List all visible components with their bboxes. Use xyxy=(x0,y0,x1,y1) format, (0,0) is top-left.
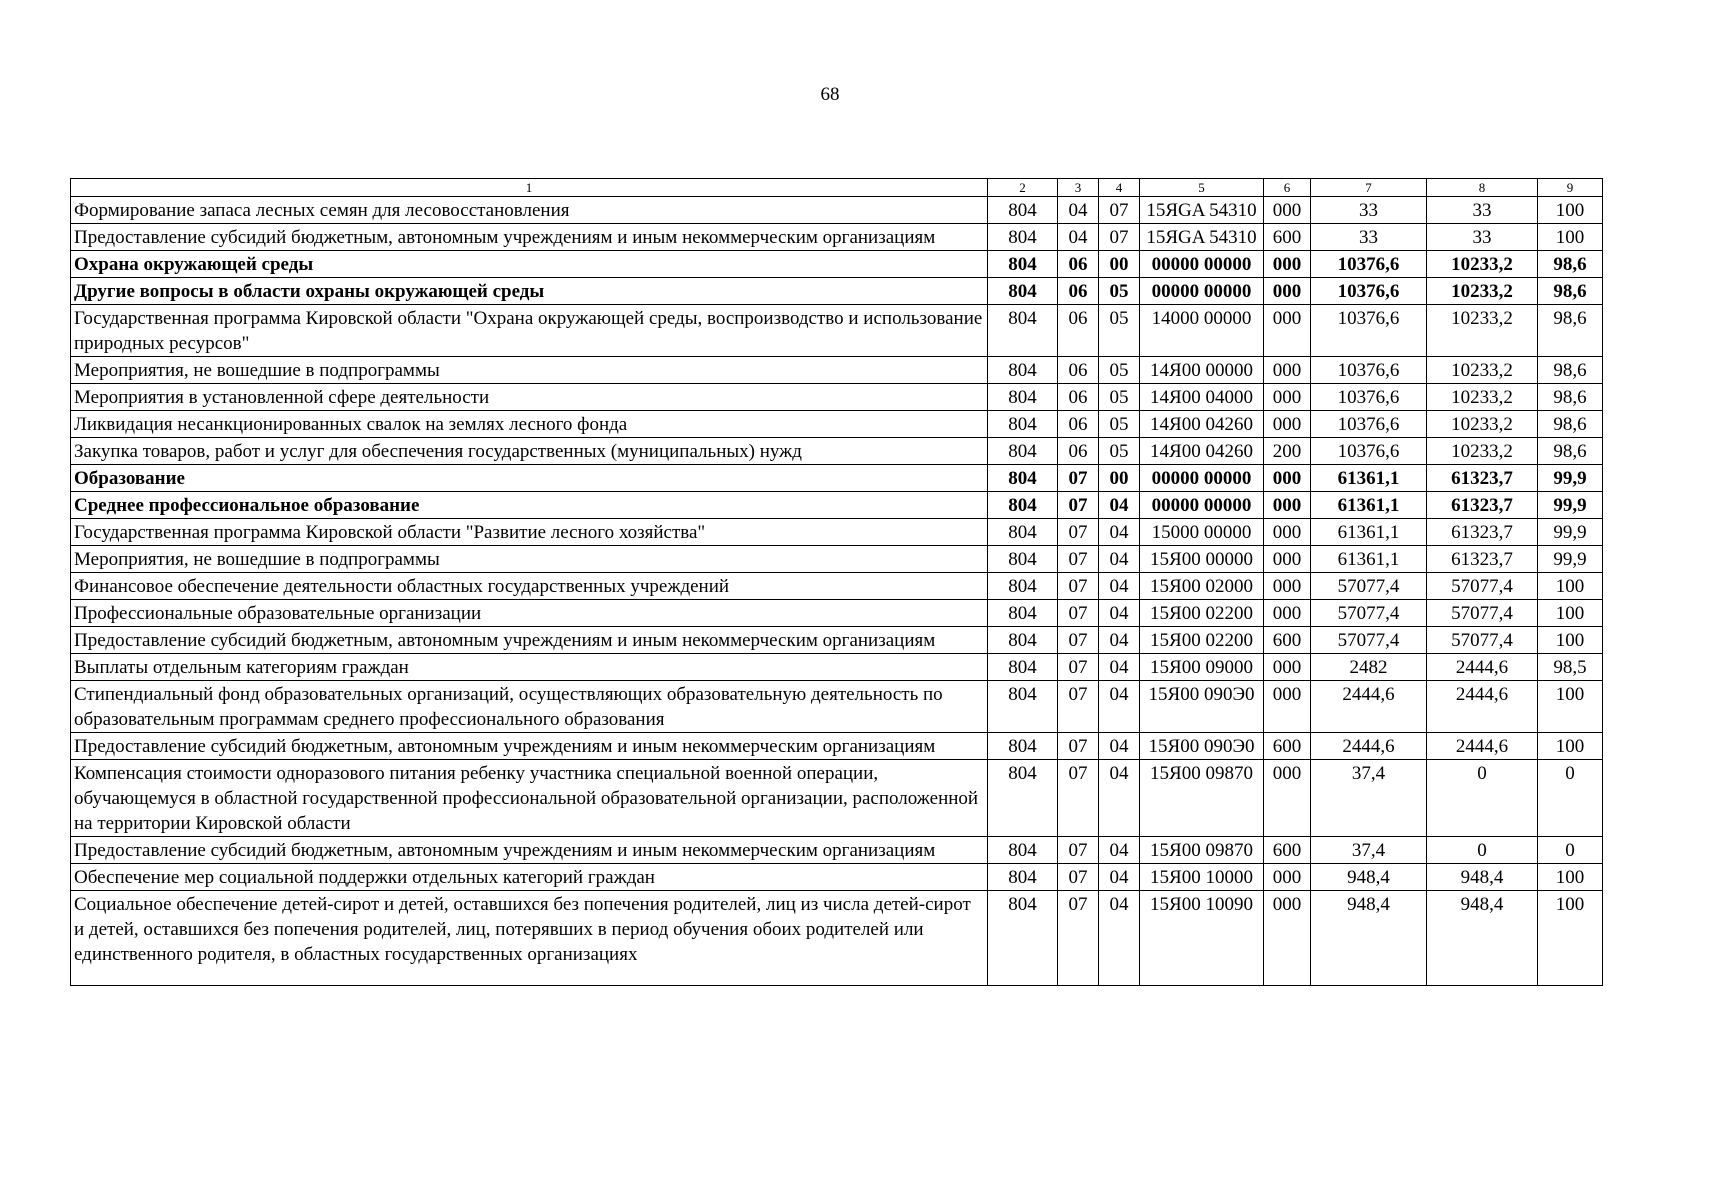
cell-expense-type: 000 xyxy=(1264,278,1311,305)
cell-subsection: 04 xyxy=(1099,546,1140,573)
header-cell-expense-type: 6 xyxy=(1264,179,1311,197)
cell-plan: 948,4 xyxy=(1311,891,1427,986)
cell-percent: 100 xyxy=(1538,681,1603,733)
cell-section: 07 xyxy=(1058,733,1099,760)
cell-plan: 61361,1 xyxy=(1311,465,1427,492)
cell-subsection: 04 xyxy=(1099,837,1140,864)
cell-name: Предоставление субсидий бюджетным, автономным учреждениям и иным некоммерческим организациям xyxy=(71,224,988,251)
cell-target-article: 15Я00 09000 xyxy=(1140,654,1264,681)
table-row xyxy=(71,278,1603,305)
cell-ministry: 804 xyxy=(988,600,1058,627)
cell-ministry: 804 xyxy=(988,760,1058,837)
cell-percent: 98,6 xyxy=(1538,305,1603,357)
cell-expense-type: 000 xyxy=(1264,465,1311,492)
cell-name: Обеспечение мер социальной поддержки отдельных категорий граждан xyxy=(71,864,988,891)
cell-target-article: 15Я00 09870 xyxy=(1140,760,1264,837)
cell-name: Закупка товаров, работ и услуг для обеспечения государственных (муниципальных) нужд xyxy=(71,438,988,465)
cell-section: 04 xyxy=(1058,197,1099,224)
cell-actual: 57077,4 xyxy=(1427,573,1538,600)
cell-actual: 948,4 xyxy=(1427,864,1538,891)
cell-plan: 57077,4 xyxy=(1311,573,1427,600)
cell-expense-type: 600 xyxy=(1264,224,1311,251)
cell-percent: 99,9 xyxy=(1538,546,1603,573)
cell-actual: 33 xyxy=(1427,224,1538,251)
cell-section: 07 xyxy=(1058,837,1099,864)
cell-subsection: 04 xyxy=(1099,627,1140,654)
cell-section: 06 xyxy=(1058,251,1099,278)
page-number: 68 xyxy=(820,84,840,105)
cell-name: Профессиональные образовательные организации xyxy=(71,600,988,627)
cell-ministry: 804 xyxy=(988,627,1058,654)
cell-subsection: 07 xyxy=(1099,224,1140,251)
header-cell-name: 1 xyxy=(71,179,988,197)
cell-name: Выплаты отдельным категориям граждан xyxy=(71,654,988,681)
cell-expense-type: 000 xyxy=(1264,305,1311,357)
cell-percent: 98,5 xyxy=(1538,654,1603,681)
cell-subsection: 05 xyxy=(1099,357,1140,384)
cell-name: Мероприятия, не вошедшие в подпрограммы xyxy=(71,357,988,384)
cell-percent: 98,6 xyxy=(1538,384,1603,411)
cell-name: Мероприятия, не вошедшие в подпрограммы xyxy=(71,546,988,573)
cell-target-article: 15Я00 10090 xyxy=(1140,891,1264,986)
cell-ministry: 804 xyxy=(988,864,1058,891)
cell-section: 04 xyxy=(1058,224,1099,251)
cell-section: 07 xyxy=(1058,760,1099,837)
cell-section: 07 xyxy=(1058,573,1099,600)
cell-ministry: 804 xyxy=(988,492,1058,519)
cell-percent: 100 xyxy=(1538,224,1603,251)
cell-target-article: 14000 00000 xyxy=(1140,305,1264,357)
cell-subsection: 04 xyxy=(1099,654,1140,681)
cell-percent: 100 xyxy=(1538,733,1603,760)
cell-target-article: 14Я00 00000 xyxy=(1140,357,1264,384)
cell-subsection: 04 xyxy=(1099,681,1140,733)
table-row xyxy=(71,864,1603,891)
header-cell-subsection: 4 xyxy=(1099,179,1140,197)
cell-expense-type: 000 xyxy=(1264,760,1311,837)
cell-actual: 0 xyxy=(1427,760,1538,837)
cell-section: 07 xyxy=(1058,465,1099,492)
cell-plan: 33 xyxy=(1311,224,1427,251)
cell-actual: 57077,4 xyxy=(1427,627,1538,654)
cell-actual: 33 xyxy=(1427,197,1538,224)
table-row xyxy=(71,837,1603,864)
cell-section: 07 xyxy=(1058,492,1099,519)
cell-actual: 61323,7 xyxy=(1427,492,1538,519)
cell-ministry: 804 xyxy=(988,733,1058,760)
cell-target-article: 00000 00000 xyxy=(1140,492,1264,519)
cell-expense-type: 000 xyxy=(1264,411,1311,438)
cell-target-article: 15Я00 09870 xyxy=(1140,837,1264,864)
cell-ministry: 804 xyxy=(988,465,1058,492)
cell-subsection: 00 xyxy=(1099,251,1140,278)
cell-ministry: 804 xyxy=(988,681,1058,733)
cell-target-article: 15Я00 00000 xyxy=(1140,546,1264,573)
table-row xyxy=(71,681,1603,733)
cell-actual: 2444,6 xyxy=(1427,733,1538,760)
cell-ministry: 804 xyxy=(988,384,1058,411)
cell-actual: 61323,7 xyxy=(1427,519,1538,546)
cell-name: Охрана окружающей среды xyxy=(71,251,988,278)
cell-target-article: 14Я00 04260 xyxy=(1140,411,1264,438)
cell-target-article: 14Я00 04260 xyxy=(1140,438,1264,465)
cell-target-article: 15ЯGA 54310 xyxy=(1140,224,1264,251)
cell-percent: 0 xyxy=(1538,760,1603,837)
table-row xyxy=(71,760,1603,837)
cell-name: Предоставление субсидий бюджетным, автономным учреждениям и иным некоммерческим организациям xyxy=(71,733,988,760)
cell-percent: 99,9 xyxy=(1538,492,1603,519)
cell-plan: 33 xyxy=(1311,197,1427,224)
cell-name: Государственная программа Кировской области "Развитие лесного хозяйства" xyxy=(71,519,988,546)
cell-section: 07 xyxy=(1058,681,1099,733)
cell-name: Стипендиальный фонд образовательных организаций, осуществляющих образовательную деятельность по образовательным программам среднего профессионального образования xyxy=(71,681,988,733)
cell-section: 06 xyxy=(1058,411,1099,438)
cell-name: Предоставление субсидий бюджетным, автономным учреждениям и иным некоммерческим организациям xyxy=(71,627,988,654)
cell-percent: 0 xyxy=(1538,837,1603,864)
cell-plan: 10376,6 xyxy=(1311,251,1427,278)
table-row xyxy=(71,573,1603,600)
cell-section: 07 xyxy=(1058,600,1099,627)
cell-target-article: 15ЯGA 54310 xyxy=(1140,197,1264,224)
cell-plan: 61361,1 xyxy=(1311,492,1427,519)
cell-subsection: 04 xyxy=(1099,492,1140,519)
cell-ministry: 804 xyxy=(988,519,1058,546)
cell-percent: 98,6 xyxy=(1538,278,1603,305)
cell-name: Другие вопросы в области охраны окружающей среды xyxy=(71,278,988,305)
cell-target-article: 00000 00000 xyxy=(1140,465,1264,492)
cell-plan: 2444,6 xyxy=(1311,733,1427,760)
cell-plan: 57077,4 xyxy=(1311,600,1427,627)
cell-subsection: 04 xyxy=(1099,891,1140,986)
cell-name: Ликвидация несанкционированных свалок на землях лесного фонда xyxy=(71,411,988,438)
cell-ministry: 804 xyxy=(988,278,1058,305)
cell-ministry: 804 xyxy=(988,654,1058,681)
cell-section: 07 xyxy=(1058,891,1099,986)
cell-actual: 10233,2 xyxy=(1427,251,1538,278)
cell-ministry: 804 xyxy=(988,891,1058,986)
cell-target-article: 00000 00000 xyxy=(1140,278,1264,305)
header-cell-section: 3 xyxy=(1058,179,1099,197)
cell-actual: 0 xyxy=(1427,837,1538,864)
cell-actual: 61323,7 xyxy=(1427,546,1538,573)
cell-ministry: 804 xyxy=(988,251,1058,278)
cell-actual: 10233,2 xyxy=(1427,411,1538,438)
header-cell-percent: 9 xyxy=(1538,179,1603,197)
cell-subsection: 04 xyxy=(1099,864,1140,891)
cell-plan: 10376,6 xyxy=(1311,278,1427,305)
cell-target-article: 15Я00 02000 xyxy=(1140,573,1264,600)
cell-subsection: 05 xyxy=(1099,411,1140,438)
cell-ministry: 804 xyxy=(988,197,1058,224)
cell-actual: 10233,2 xyxy=(1427,278,1538,305)
cell-expense-type: 000 xyxy=(1264,891,1311,986)
budget-table xyxy=(70,178,1603,986)
cell-expense-type: 000 xyxy=(1264,197,1311,224)
cell-expense-type: 600 xyxy=(1264,627,1311,654)
cell-expense-type: 000 xyxy=(1264,681,1311,733)
cell-subsection: 05 xyxy=(1099,438,1140,465)
cell-actual: 948,4 xyxy=(1427,891,1538,986)
cell-percent: 100 xyxy=(1538,864,1603,891)
cell-plan: 37,4 xyxy=(1311,837,1427,864)
cell-section: 06 xyxy=(1058,438,1099,465)
cell-percent: 100 xyxy=(1538,197,1603,224)
table-row xyxy=(71,305,1603,357)
cell-percent: 98,6 xyxy=(1538,357,1603,384)
cell-plan: 2482 xyxy=(1311,654,1427,681)
cell-subsection: 04 xyxy=(1099,573,1140,600)
cell-percent: 99,9 xyxy=(1538,519,1603,546)
cell-percent: 100 xyxy=(1538,573,1603,600)
table-row xyxy=(71,891,1603,986)
table-row xyxy=(71,654,1603,681)
cell-actual: 2444,6 xyxy=(1427,681,1538,733)
cell-expense-type: 000 xyxy=(1264,492,1311,519)
table-row xyxy=(71,465,1603,492)
table-row xyxy=(71,519,1603,546)
cell-name: Финансовое обеспечение деятельности областных государственных учреждений xyxy=(71,573,988,600)
table-row xyxy=(71,733,1603,760)
cell-plan: 57077,4 xyxy=(1311,627,1427,654)
table-row xyxy=(71,600,1603,627)
cell-expense-type: 000 xyxy=(1264,384,1311,411)
cell-subsection: 04 xyxy=(1099,600,1140,627)
table-row xyxy=(71,197,1603,224)
cell-name: Формирование запаса лесных семян для лесовосстановления xyxy=(71,197,988,224)
cell-percent: 98,6 xyxy=(1538,411,1603,438)
cell-target-article: 14Я00 04000 xyxy=(1140,384,1264,411)
cell-expense-type: 600 xyxy=(1264,733,1311,760)
cell-actual: 10233,2 xyxy=(1427,384,1538,411)
cell-section: 07 xyxy=(1058,654,1099,681)
cell-target-article: 15Я00 02200 xyxy=(1140,627,1264,654)
cell-subsection: 05 xyxy=(1099,305,1140,357)
cell-expense-type: 000 xyxy=(1264,573,1311,600)
cell-percent: 98,6 xyxy=(1538,438,1603,465)
cell-percent: 100 xyxy=(1538,600,1603,627)
cell-subsection: 05 xyxy=(1099,384,1140,411)
table-row xyxy=(71,438,1603,465)
cell-name: Образование xyxy=(71,465,988,492)
cell-expense-type: 000 xyxy=(1264,546,1311,573)
cell-subsection: 04 xyxy=(1099,760,1140,837)
cell-expense-type: 000 xyxy=(1264,654,1311,681)
cell-expense-type: 000 xyxy=(1264,251,1311,278)
cell-target-article: 15Я00 090Э0 xyxy=(1140,733,1264,760)
cell-actual: 10233,2 xyxy=(1427,357,1538,384)
header-cell-plan: 7 xyxy=(1311,179,1427,197)
cell-actual: 10233,2 xyxy=(1427,438,1538,465)
cell-expense-type: 200 xyxy=(1264,438,1311,465)
cell-percent: 99,9 xyxy=(1538,465,1603,492)
cell-plan: 10376,6 xyxy=(1311,411,1427,438)
cell-name: Социальное обеспечение детей-сирот и детей, оставшихся без попечения родителей, лиц из числа детей-сирот и детей, оставшихся без попечения родителей, лиц, потерявших в период обучения обоих родителей или единственного родителя, в областных государственных организациях xyxy=(71,891,988,986)
cell-plan: 10376,6 xyxy=(1311,305,1427,357)
cell-name: Государственная программа Кировской области "Охрана окружающей среды, воспроизводство и использование природных ресурсов" xyxy=(71,305,988,357)
cell-section: 07 xyxy=(1058,519,1099,546)
table-row xyxy=(71,251,1603,278)
header-row xyxy=(71,179,1603,197)
cell-section: 07 xyxy=(1058,546,1099,573)
cell-ministry: 804 xyxy=(988,438,1058,465)
cell-ministry: 804 xyxy=(988,837,1058,864)
cell-section: 06 xyxy=(1058,357,1099,384)
cell-ministry: 804 xyxy=(988,411,1058,438)
cell-plan: 948,4 xyxy=(1311,864,1427,891)
cell-expense-type: 000 xyxy=(1264,357,1311,384)
cell-section: 06 xyxy=(1058,305,1099,357)
table-row xyxy=(71,627,1603,654)
cell-target-article: 00000 00000 xyxy=(1140,251,1264,278)
cell-plan: 10376,6 xyxy=(1311,357,1427,384)
header-cell-target-article: 5 xyxy=(1140,179,1264,197)
cell-expense-type: 000 xyxy=(1264,864,1311,891)
table-row xyxy=(71,411,1603,438)
table-row xyxy=(71,492,1603,519)
cell-actual: 61323,7 xyxy=(1427,465,1538,492)
cell-expense-type: 000 xyxy=(1264,519,1311,546)
cell-subsection: 00 xyxy=(1099,465,1140,492)
cell-subsection: 04 xyxy=(1099,733,1140,760)
cell-target-article: 15000 00000 xyxy=(1140,519,1264,546)
cell-plan: 10376,6 xyxy=(1311,438,1427,465)
cell-percent: 100 xyxy=(1538,627,1603,654)
cell-section: 06 xyxy=(1058,384,1099,411)
cell-plan: 10376,6 xyxy=(1311,384,1427,411)
cell-expense-type: 600 xyxy=(1264,837,1311,864)
cell-plan: 61361,1 xyxy=(1311,519,1427,546)
cell-section: 06 xyxy=(1058,278,1099,305)
cell-ministry: 804 xyxy=(988,573,1058,600)
table-row xyxy=(71,357,1603,384)
cell-name: Среднее профессиональное образование xyxy=(71,492,988,519)
cell-percent: 98,6 xyxy=(1538,251,1603,278)
cell-plan: 2444,6 xyxy=(1311,681,1427,733)
cell-subsection: 04 xyxy=(1099,519,1140,546)
cell-target-article: 15Я00 10000 xyxy=(1140,864,1264,891)
cell-subsection: 05 xyxy=(1099,278,1140,305)
cell-target-article: 15Я00 02200 xyxy=(1140,600,1264,627)
cell-ministry: 804 xyxy=(988,305,1058,357)
table-body xyxy=(71,179,1603,986)
cell-ministry: 804 xyxy=(988,357,1058,384)
cell-name: Компенсация стоимости одноразового питания ребенку участника специальной военной операции, обучающемуся в областной государственной профессиональной образовательной организации, расположенной на территории Кировской области xyxy=(71,760,988,837)
header-cell-ministry: 2 xyxy=(988,179,1058,197)
cell-actual: 2444,6 xyxy=(1427,654,1538,681)
table-row xyxy=(71,224,1603,251)
cell-section: 07 xyxy=(1058,627,1099,654)
cell-actual: 57077,4 xyxy=(1427,600,1538,627)
cell-section: 07 xyxy=(1058,864,1099,891)
cell-ministry: 804 xyxy=(988,546,1058,573)
table-row xyxy=(71,546,1603,573)
cell-subsection: 07 xyxy=(1099,197,1140,224)
cell-name: Предоставление субсидий бюджетным, автономным учреждениям и иным некоммерческим организациям xyxy=(71,837,988,864)
cell-expense-type: 000 xyxy=(1264,600,1311,627)
cell-plan: 61361,1 xyxy=(1311,546,1427,573)
cell-plan: 37,4 xyxy=(1311,760,1427,837)
cell-percent: 100 xyxy=(1538,891,1603,986)
cell-target-article: 15Я00 090Э0 xyxy=(1140,681,1264,733)
table-row xyxy=(71,384,1603,411)
cell-ministry: 804 xyxy=(988,224,1058,251)
cell-name: Мероприятия в установленной сфере деятельности xyxy=(71,384,988,411)
header-cell-actual: 8 xyxy=(1427,179,1538,197)
cell-actual: 10233,2 xyxy=(1427,305,1538,357)
